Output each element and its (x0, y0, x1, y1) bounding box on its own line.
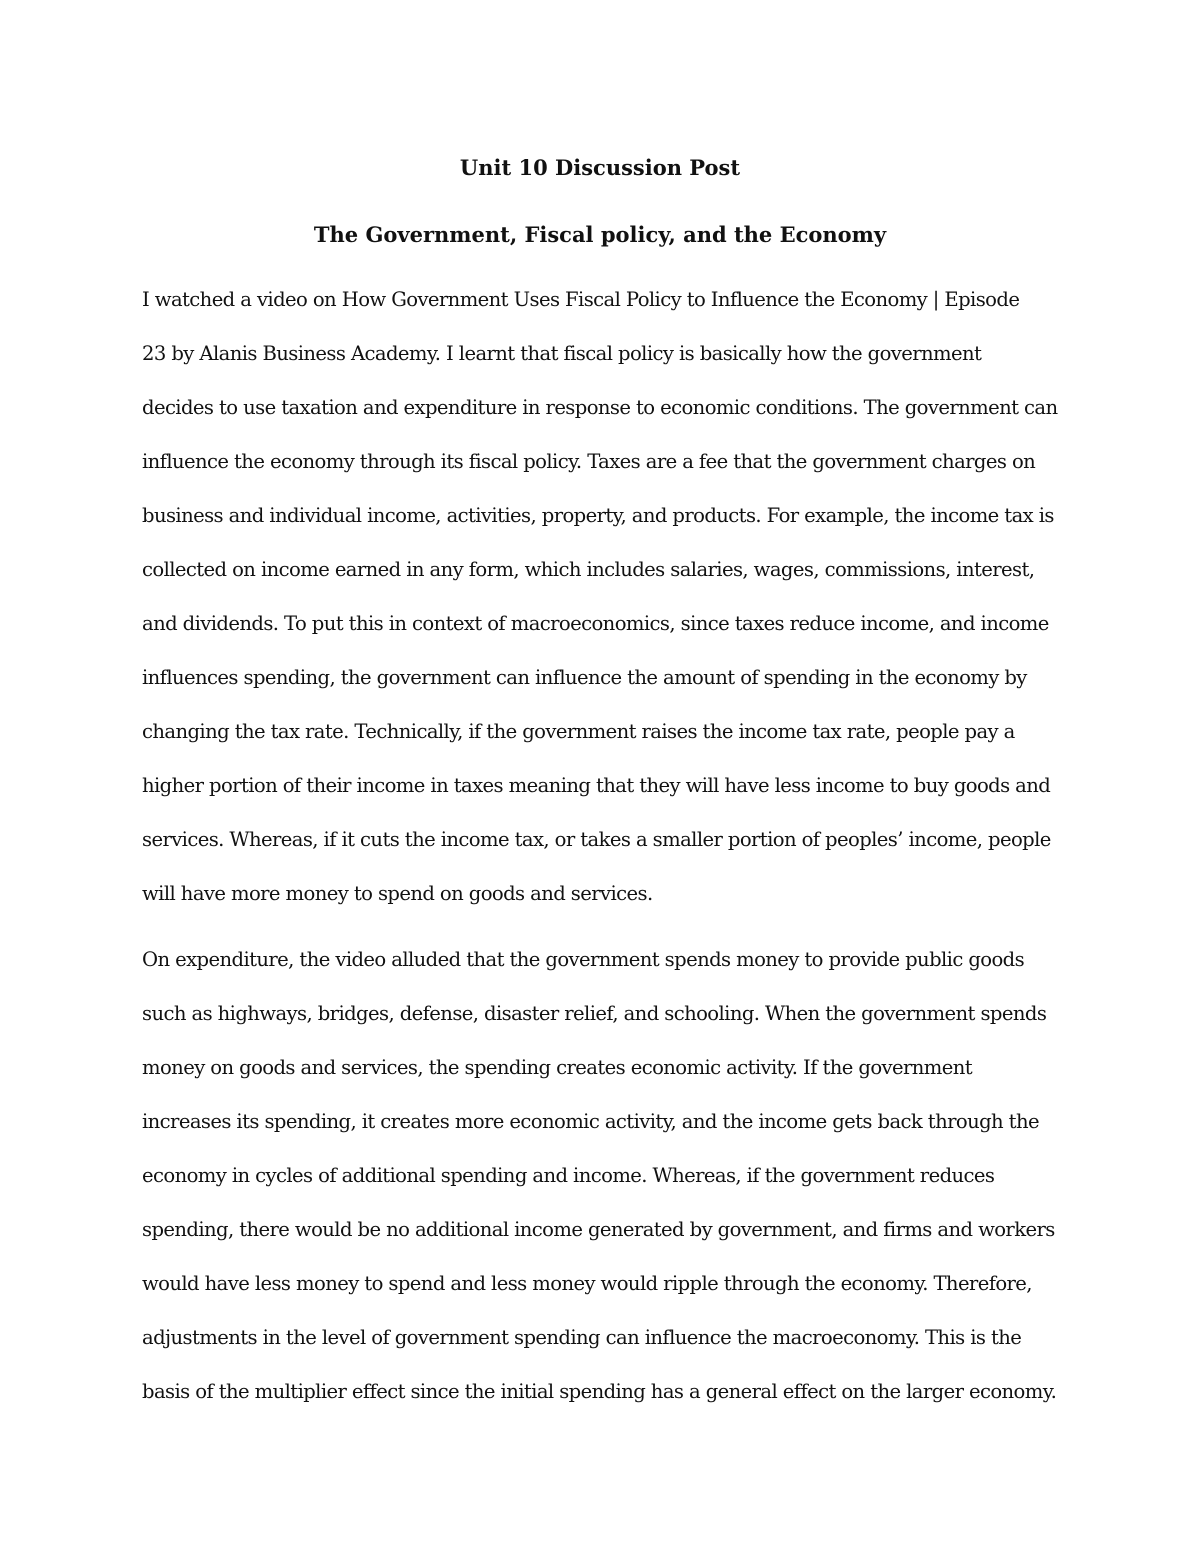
document-subtitle: The Government, Fiscal policy, and the Economy (313, 222, 887, 247)
text-line: I watched a video on How Government Uses Fiscal Policy to Influence the Economy | Episode (142, 288, 1020, 311)
text-line: services. Whereas, if it cuts the income tax, or takes a smaller portion of peoples’ income, people (142, 828, 1051, 851)
text-line: On expenditure, the video alluded that the government spends money to provide public goods (142, 948, 1025, 971)
text-line: influence the economy through its fiscal policy. Taxes are a fee that the government charges on (142, 450, 1036, 473)
text-line: changing the tax rate. Technically, if the government raises the income tax rate, people pay a (142, 720, 1015, 743)
text-line: would have less money to spend and less money would ripple through the economy. Therefore, (142, 1272, 1032, 1295)
text-line: increases its spending, it creates more economic activity, and the income gets back through the (142, 1110, 1039, 1133)
text-line: spending, there would be no additional income generated by government, and firms and workers (142, 1218, 1055, 1241)
text-line: higher portion of their income in taxes meaning that they will have less income to buy goods and (142, 774, 1051, 797)
text-line: will have more money to spend on goods and services. (142, 882, 653, 905)
text-line: 23 by Alanis Business Academy. I learnt that fiscal policy is basically how the government (142, 342, 982, 365)
text-line: such as highways, bridges, defense, disaster relief, and schooling. When the government spends (142, 1002, 1047, 1025)
document-title: Unit 10 Discussion Post (459, 155, 741, 180)
text-line: business and individual income, activities, property, and products. For example, the income tax is (142, 504, 1054, 527)
text-line: collected on income earned in any form, which includes salaries, wages, commissions, interest, (142, 558, 1035, 581)
text-line: economy in cycles of additional spending and income. Whereas, if the government reduces (142, 1164, 995, 1187)
text-line: influences spending, the government can influence the amount of spending in the economy by (142, 666, 1027, 689)
text-line: and dividends. To put this in context of macroeconomics, since taxes reduce income, and income (142, 612, 1049, 635)
text-line: decides to use taxation and expenditure in response to economic conditions. The government can (142, 396, 1058, 419)
text-line: adjustments in the level of government spending can influence the macroeconomy. This is the (142, 1326, 1022, 1349)
text-line: basis of the multiplier effect since the initial spending has a general effect on the larger economy. (142, 1380, 1057, 1403)
text-line: money on goods and services, the spending creates economic activity. If the government (142, 1056, 973, 1079)
